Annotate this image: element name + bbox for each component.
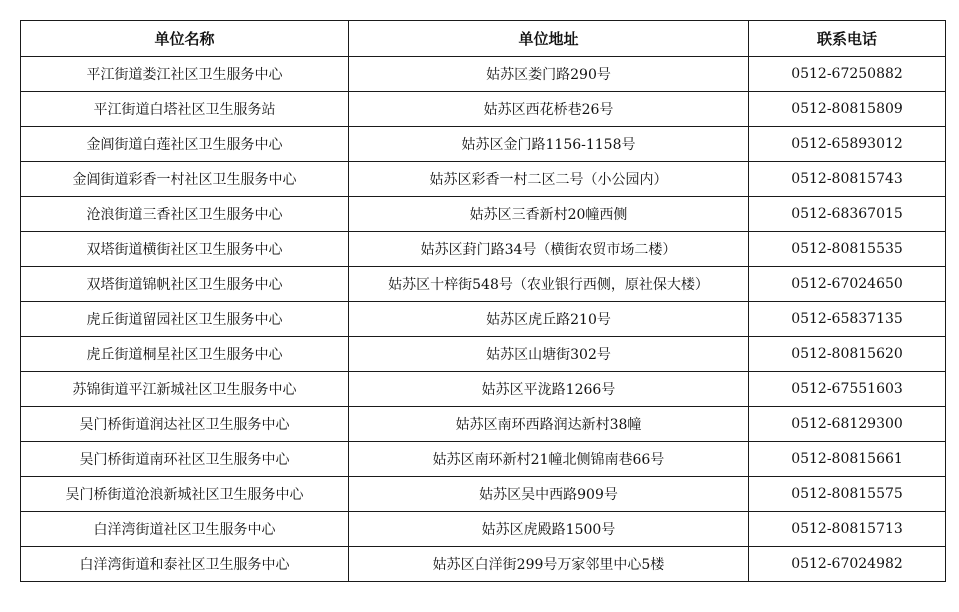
table-row [21,127,946,162]
table-row [21,162,946,197]
cell-unit-name: 金阊街道白莲社区卫生服务中心 [21,127,349,162]
cell-phone: 0512-80815661 [749,442,946,477]
cell-phone: 0512-68129300 [749,407,946,442]
cell-phone: 0512-80815809 [749,92,946,127]
cell-unit-address: 姑苏区十梓街548号（农业银行西侧，原社保大楼） [349,267,749,302]
table-body [21,57,946,582]
cell-unit-address: 姑苏区白洋街299号万家邻里中心5楼 [349,547,749,582]
cell-unit-address: 姑苏区娄门路290号 [349,57,749,92]
cell-unit-address: 姑苏区平泷路1266号 [349,372,749,407]
table-row [21,232,946,267]
cell-unit-address: 姑苏区南环新村21幢北侧锦南巷66号 [349,442,749,477]
cell-phone: 0512-68367015 [749,197,946,232]
cell-phone: 0512-67024650 [749,267,946,302]
cell-unit-name: 白洋湾街道社区卫生服务中心 [21,512,349,547]
health-centers-table [20,20,946,582]
cell-unit-name: 双塔街道横街社区卫生服务中心 [21,232,349,267]
cell-unit-name: 吴门桥街道润达社区卫生服务中心 [21,407,349,442]
header-phone: 联系电话 [749,21,946,57]
cell-unit-name: 吴门桥街道沧浪新城社区卫生服务中心 [21,477,349,512]
table-row [21,477,946,512]
cell-unit-address: 姑苏区金门路1156-1158号 [349,127,749,162]
table-row [21,372,946,407]
cell-unit-address: 姑苏区南环西路润达新村38幢 [349,407,749,442]
table-row [21,302,946,337]
cell-unit-address: 姑苏区吴中西路909号 [349,477,749,512]
cell-unit-name: 白洋湾街道和泰社区卫生服务中心 [21,547,349,582]
header-unit-name: 单位名称 [21,21,349,57]
cell-phone: 0512-67250882 [749,57,946,92]
cell-phone: 0512-67551603 [749,372,946,407]
cell-unit-name: 金阊街道彩香一村社区卫生服务中心 [21,162,349,197]
cell-phone: 0512-80815620 [749,337,946,372]
cell-unit-name: 虎丘街道留园社区卫生服务中心 [21,302,349,337]
cell-unit-address: 姑苏区三香新村20幢西侧 [349,197,749,232]
cell-unit-name: 苏锦街道平江新城社区卫生服务中心 [21,372,349,407]
table-row [21,512,946,547]
cell-unit-address: 姑苏区葑门路34号（横街农贸市场二楼） [349,232,749,267]
table-row [21,197,946,232]
header-unit-address: 单位地址 [349,21,749,57]
cell-phone: 0512-65893012 [749,127,946,162]
cell-phone: 0512-80815535 [749,232,946,267]
cell-unit-name: 平江街道白塔社区卫生服务站 [21,92,349,127]
document-page [20,20,946,582]
table-row [21,267,946,302]
cell-unit-address: 姑苏区西花桥巷26号 [349,92,749,127]
cell-phone: 0512-65837135 [749,302,946,337]
cell-phone: 0512-80815743 [749,162,946,197]
cell-unit-address: 姑苏区虎丘路210号 [349,302,749,337]
table-row [21,442,946,477]
cell-unit-name: 虎丘街道桐星社区卫生服务中心 [21,337,349,372]
table-row [21,337,946,372]
table-row [21,407,946,442]
table-row [21,92,946,127]
cell-unit-name: 沧浪街道三香社区卫生服务中心 [21,197,349,232]
table-row [21,547,946,582]
cell-unit-address: 姑苏区虎殿路1500号 [349,512,749,547]
cell-phone: 0512-80815575 [749,477,946,512]
cell-unit-name: 平江街道娄江社区卫生服务中心 [21,57,349,92]
cell-unit-name: 双塔街道锦帆社区卫生服务中心 [21,267,349,302]
table-header-row [21,21,946,57]
table-row [21,57,946,92]
cell-unit-name: 吴门桥街道南环社区卫生服务中心 [21,442,349,477]
cell-phone: 0512-67024982 [749,547,946,582]
cell-unit-address: 姑苏区山塘街302号 [349,337,749,372]
cell-unit-address: 姑苏区彩香一村二区二号（小公园内） [349,162,749,197]
cell-phone: 0512-80815713 [749,512,946,547]
